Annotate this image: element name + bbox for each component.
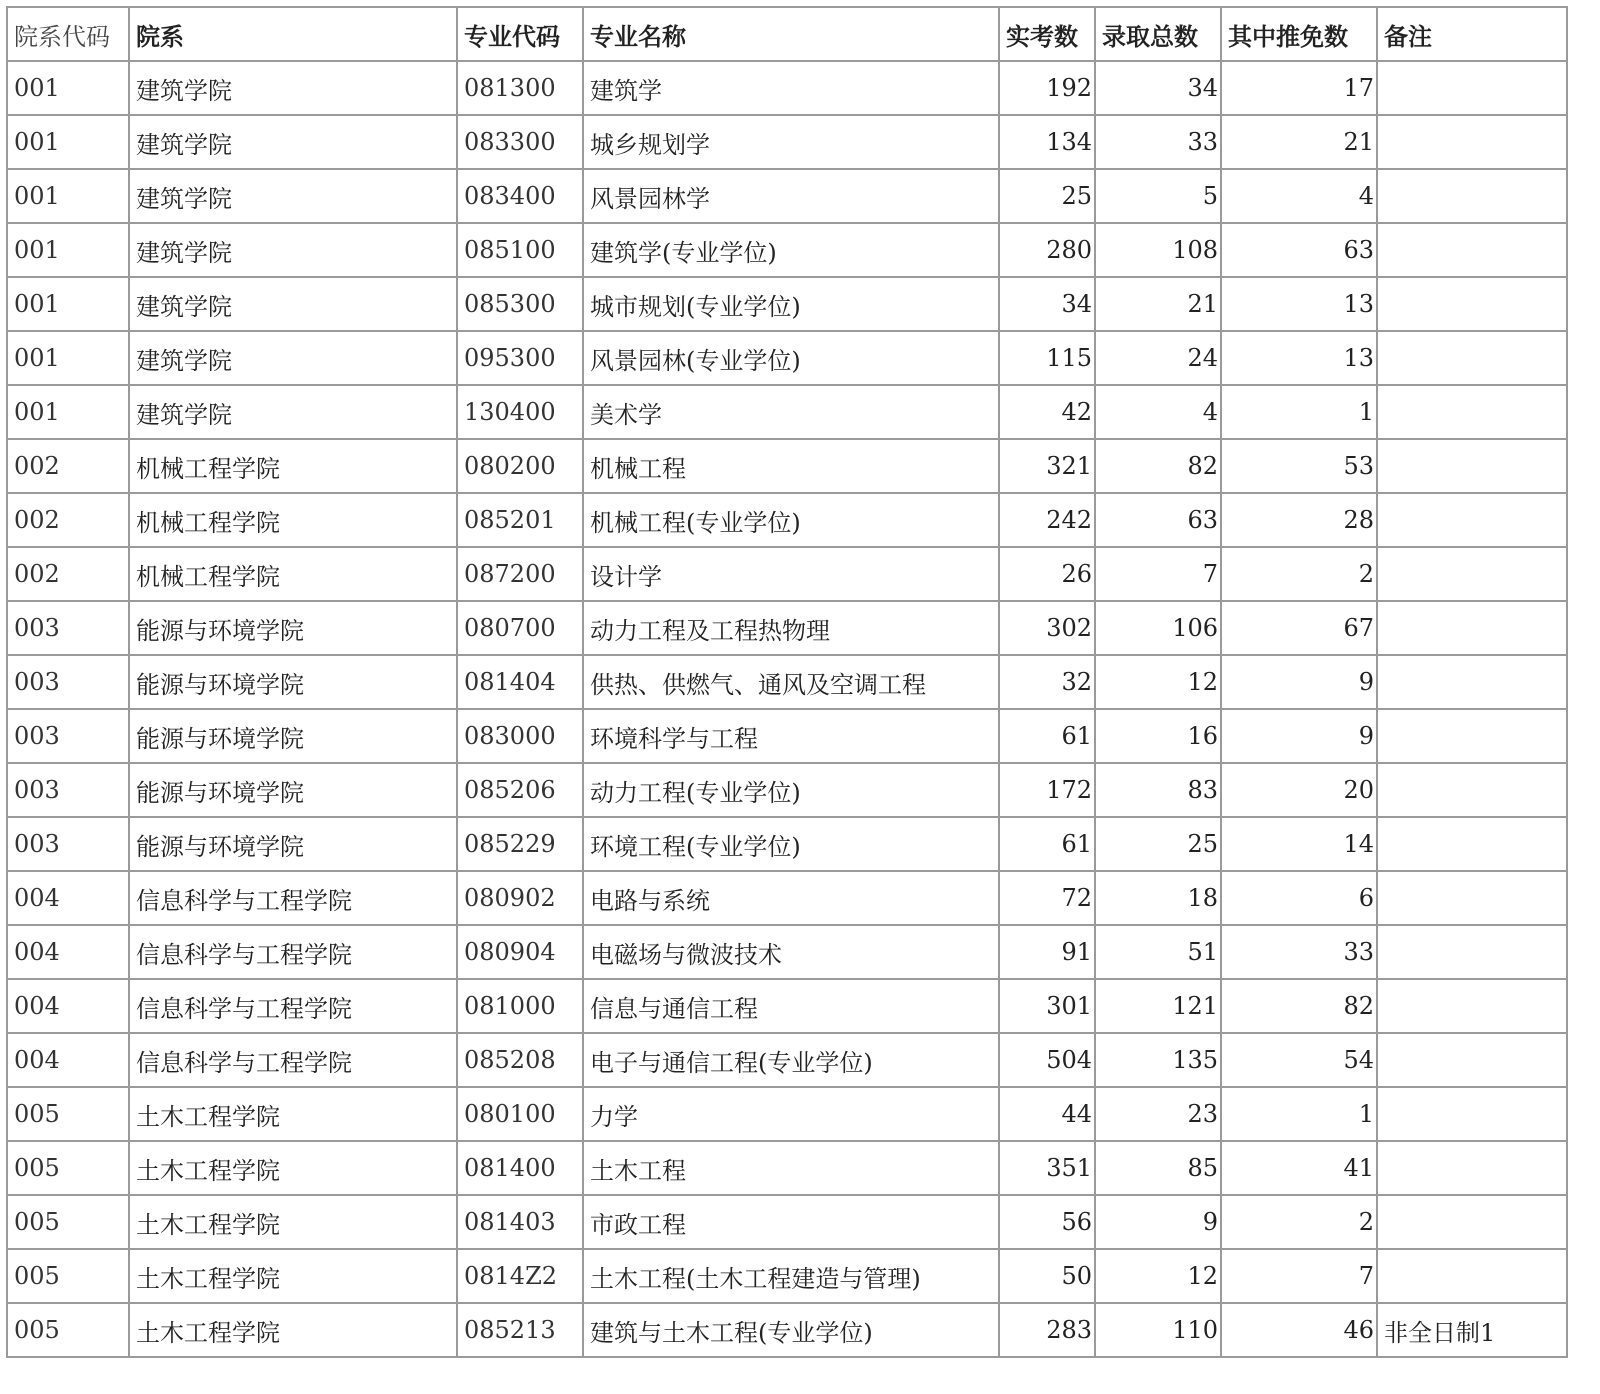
major-code-cell: 081000 [457,979,583,1033]
major-name-cell: 电子与通信工程(专业学位) [583,1033,999,1087]
major-code-cell: 085208 [457,1033,583,1087]
header-major-name: 专业名称 [583,7,999,61]
examinees-cell: 72 [999,871,1095,925]
admitted-cell: 7 [1095,547,1221,601]
dept-code-cell: 001 [7,331,129,385]
examinees-cell: 25 [999,169,1095,223]
examinees-cell: 172 [999,763,1095,817]
dept-cell: 能源与环境学院 [129,601,457,655]
dept-code-cell: 004 [7,925,129,979]
exempt-cell: 82 [1221,979,1377,1033]
major-name-cell: 电路与系统 [583,871,999,925]
dept-cell: 信息科学与工程学院 [129,979,457,1033]
admitted-cell: 83 [1095,763,1221,817]
remarks-cell [1377,61,1567,115]
table-row [7,169,1567,223]
examinees-cell: 56 [999,1195,1095,1249]
remarks-cell [1377,547,1567,601]
major-code-cell: 080200 [457,439,583,493]
dept-cell: 建筑学院 [129,61,457,115]
remarks-cell [1377,115,1567,169]
major-code-cell: 081300 [457,61,583,115]
exempt-cell: 9 [1221,655,1377,709]
table-row [7,925,1567,979]
major-code-cell: 083300 [457,115,583,169]
dept-code-cell: 005 [7,1249,129,1303]
examinees-cell: 34 [999,277,1095,331]
admitted-cell: 23 [1095,1087,1221,1141]
admitted-cell: 108 [1095,223,1221,277]
major-name-cell: 建筑与土木工程(专业学位) [583,1303,999,1357]
dept-cell: 建筑学院 [129,223,457,277]
table-row [7,709,1567,763]
admitted-cell: 33 [1095,115,1221,169]
admitted-cell: 106 [1095,601,1221,655]
table-row [7,439,1567,493]
table-row [7,601,1567,655]
dept-code-cell: 004 [7,1033,129,1087]
table-row [7,871,1567,925]
dept-cell: 建筑学院 [129,331,457,385]
dept-code-cell: 003 [7,601,129,655]
remarks-cell [1377,871,1567,925]
major-name-cell: 城市规划(专业学位) [583,277,999,331]
major-name-cell: 设计学 [583,547,999,601]
examinees-cell: 192 [999,61,1095,115]
header-examinees: 实考数 [999,7,1095,61]
admitted-cell: 82 [1095,439,1221,493]
table-row [7,1195,1567,1249]
remarks-cell [1377,601,1567,655]
major-code-cell: 080700 [457,601,583,655]
major-name-cell: 电磁场与微波技术 [583,925,999,979]
remarks-cell [1377,493,1567,547]
examinees-cell: 50 [999,1249,1095,1303]
admitted-cell: 63 [1095,493,1221,547]
remarks-cell [1377,1033,1567,1087]
major-code-cell: 083000 [457,709,583,763]
dept-cell: 能源与环境学院 [129,817,457,871]
examinees-cell: 26 [999,547,1095,601]
examinees-cell: 61 [999,709,1095,763]
major-code-cell: 085201 [457,493,583,547]
major-name-cell: 建筑学(专业学位) [583,223,999,277]
dept-cell: 信息科学与工程学院 [129,925,457,979]
table-row [7,1033,1567,1087]
table-row [7,655,1567,709]
admitted-cell: 5 [1095,169,1221,223]
dept-cell: 能源与环境学院 [129,709,457,763]
examinees-cell: 301 [999,979,1095,1033]
dept-cell: 信息科学与工程学院 [129,1033,457,1087]
dept-code-cell: 002 [7,547,129,601]
major-name-cell: 供热、供燃气、通风及空调工程 [583,655,999,709]
table-row [7,385,1567,439]
exempt-cell: 41 [1221,1141,1377,1195]
admitted-cell: 85 [1095,1141,1221,1195]
table-row [7,61,1567,115]
remarks-cell [1377,709,1567,763]
major-name-cell: 美术学 [583,385,999,439]
remarks-cell [1377,439,1567,493]
major-code-cell: 087200 [457,547,583,601]
examinees-cell: 283 [999,1303,1095,1357]
examinees-cell: 42 [999,385,1095,439]
dept-cell: 能源与环境学院 [129,655,457,709]
remarks-cell [1377,1249,1567,1303]
dept-cell: 土木工程学院 [129,1303,457,1357]
exempt-cell: 67 [1221,601,1377,655]
exempt-cell: 17 [1221,61,1377,115]
remarks-cell [1377,655,1567,709]
remarks-cell [1377,385,1567,439]
remarks-cell [1377,763,1567,817]
examinees-cell: 61 [999,817,1095,871]
exempt-cell: 53 [1221,439,1377,493]
exempt-cell: 21 [1221,115,1377,169]
admitted-cell: 9 [1095,1195,1221,1249]
dept-code-cell: 003 [7,763,129,817]
table-row [7,115,1567,169]
examinees-cell: 115 [999,331,1095,385]
remarks-cell [1377,169,1567,223]
major-name-cell: 信息与通信工程 [583,979,999,1033]
remarks-cell [1377,1141,1567,1195]
dept-code-cell: 003 [7,709,129,763]
remarks-cell [1377,1195,1567,1249]
header-remarks: 备注 [1377,7,1567,61]
major-code-cell: 0814Z2 [457,1249,583,1303]
exempt-cell: 1 [1221,1087,1377,1141]
exempt-cell: 9 [1221,709,1377,763]
dept-cell: 能源与环境学院 [129,763,457,817]
dept-code-cell: 001 [7,61,129,115]
exempt-cell: 2 [1221,1195,1377,1249]
remarks-cell [1377,277,1567,331]
admitted-cell: 25 [1095,817,1221,871]
dept-cell: 土木工程学院 [129,1141,457,1195]
major-name-cell: 建筑学 [583,61,999,115]
major-code-cell: 080902 [457,871,583,925]
dept-code-cell: 004 [7,871,129,925]
dept-code-cell: 005 [7,1195,129,1249]
header-admitted: 录取总数 [1095,7,1221,61]
header-major-code: 专业代码 [457,7,583,61]
major-code-cell: 081403 [457,1195,583,1249]
admissions-table [6,6,1568,1358]
dept-code-cell: 004 [7,979,129,1033]
examinees-cell: 242 [999,493,1095,547]
dept-code-cell: 001 [7,385,129,439]
table-row [7,763,1567,817]
table-row [7,547,1567,601]
examinees-cell: 504 [999,1033,1095,1087]
major-name-cell: 环境科学与工程 [583,709,999,763]
dept-cell: 土木工程学院 [129,1195,457,1249]
table-row [7,1141,1567,1195]
admitted-cell: 51 [1095,925,1221,979]
dept-code-cell: 005 [7,1087,129,1141]
table-row [7,979,1567,1033]
exempt-cell: 14 [1221,817,1377,871]
exempt-cell: 1 [1221,385,1377,439]
remarks-cell [1377,1087,1567,1141]
examinees-cell: 91 [999,925,1095,979]
dept-cell: 建筑学院 [129,115,457,169]
dept-code-cell: 002 [7,493,129,547]
major-code-cell: 085229 [457,817,583,871]
major-name-cell: 动力工程及工程热物理 [583,601,999,655]
remarks-cell [1377,223,1567,277]
exempt-cell: 7 [1221,1249,1377,1303]
major-code-cell: 080100 [457,1087,583,1141]
major-name-cell: 机械工程 [583,439,999,493]
dept-cell: 信息科学与工程学院 [129,871,457,925]
examinees-cell: 32 [999,655,1095,709]
dept-code-cell: 003 [7,817,129,871]
major-name-cell: 机械工程(专业学位) [583,493,999,547]
major-code-cell: 081404 [457,655,583,709]
major-code-cell: 085100 [457,223,583,277]
remarks-cell: 非全日制1 [1377,1303,1567,1357]
major-code-cell: 085300 [457,277,583,331]
examinees-cell: 134 [999,115,1095,169]
admissions-sheet [6,6,1568,1358]
remarks-cell [1377,331,1567,385]
table-row [7,817,1567,871]
table-row [7,1249,1567,1303]
exempt-cell: 4 [1221,169,1377,223]
remarks-cell [1377,979,1567,1033]
table-row [7,1303,1567,1357]
major-code-cell: 085206 [457,763,583,817]
exempt-cell: 63 [1221,223,1377,277]
dept-cell: 土木工程学院 [129,1249,457,1303]
dept-cell: 机械工程学院 [129,439,457,493]
admitted-cell: 16 [1095,709,1221,763]
dept-code-cell: 001 [7,169,129,223]
dept-code-cell: 001 [7,277,129,331]
major-name-cell: 土木工程(土木工程建造与管理) [583,1249,999,1303]
exempt-cell: 13 [1221,331,1377,385]
examinees-cell: 44 [999,1087,1095,1141]
header-dept-code: 院系代码 [7,7,129,61]
admitted-cell: 12 [1095,1249,1221,1303]
exempt-cell: 6 [1221,871,1377,925]
exempt-cell: 20 [1221,763,1377,817]
table-row [7,277,1567,331]
header-dept: 院系 [129,7,457,61]
admitted-cell: 121 [1095,979,1221,1033]
major-name-cell: 土木工程 [583,1141,999,1195]
dept-code-cell: 005 [7,1303,129,1357]
dept-code-cell: 001 [7,223,129,277]
admitted-cell: 18 [1095,871,1221,925]
table-body [7,61,1567,1357]
dept-cell: 建筑学院 [129,385,457,439]
admitted-cell: 135 [1095,1033,1221,1087]
major-code-cell: 085213 [457,1303,583,1357]
dept-cell: 机械工程学院 [129,493,457,547]
admitted-cell: 110 [1095,1303,1221,1357]
dept-cell: 机械工程学院 [129,547,457,601]
dept-code-cell: 003 [7,655,129,709]
admitted-cell: 24 [1095,331,1221,385]
major-code-cell: 083400 [457,169,583,223]
table-row [7,331,1567,385]
table-row [7,223,1567,277]
exempt-cell: 28 [1221,493,1377,547]
exempt-cell: 46 [1221,1303,1377,1357]
examinees-cell: 302 [999,601,1095,655]
dept-cell: 建筑学院 [129,277,457,331]
major-name-cell: 环境工程(专业学位) [583,817,999,871]
major-name-cell: 市政工程 [583,1195,999,1249]
major-name-cell: 城乡规划学 [583,115,999,169]
major-code-cell: 080904 [457,925,583,979]
table-row [7,493,1567,547]
header-row [7,7,1567,61]
admitted-cell: 21 [1095,277,1221,331]
header-exempt: 其中推免数 [1221,7,1377,61]
exempt-cell: 54 [1221,1033,1377,1087]
dept-cell: 建筑学院 [129,169,457,223]
major-code-cell: 081400 [457,1141,583,1195]
major-code-cell: 095300 [457,331,583,385]
dept-code-cell: 005 [7,1141,129,1195]
remarks-cell [1377,925,1567,979]
dept-code-cell: 002 [7,439,129,493]
major-name-cell: 力学 [583,1087,999,1141]
table-row [7,1087,1567,1141]
examinees-cell: 321 [999,439,1095,493]
major-code-cell: 130400 [457,385,583,439]
exempt-cell: 2 [1221,547,1377,601]
major-name-cell: 动力工程(专业学位) [583,763,999,817]
examinees-cell: 351 [999,1141,1095,1195]
major-name-cell: 风景园林(专业学位) [583,331,999,385]
admitted-cell: 34 [1095,61,1221,115]
examinees-cell: 280 [999,223,1095,277]
dept-code-cell: 001 [7,115,129,169]
admitted-cell: 4 [1095,385,1221,439]
major-name-cell: 风景园林学 [583,169,999,223]
admitted-cell: 12 [1095,655,1221,709]
remarks-cell [1377,817,1567,871]
exempt-cell: 13 [1221,277,1377,331]
dept-cell: 土木工程学院 [129,1087,457,1141]
exempt-cell: 33 [1221,925,1377,979]
